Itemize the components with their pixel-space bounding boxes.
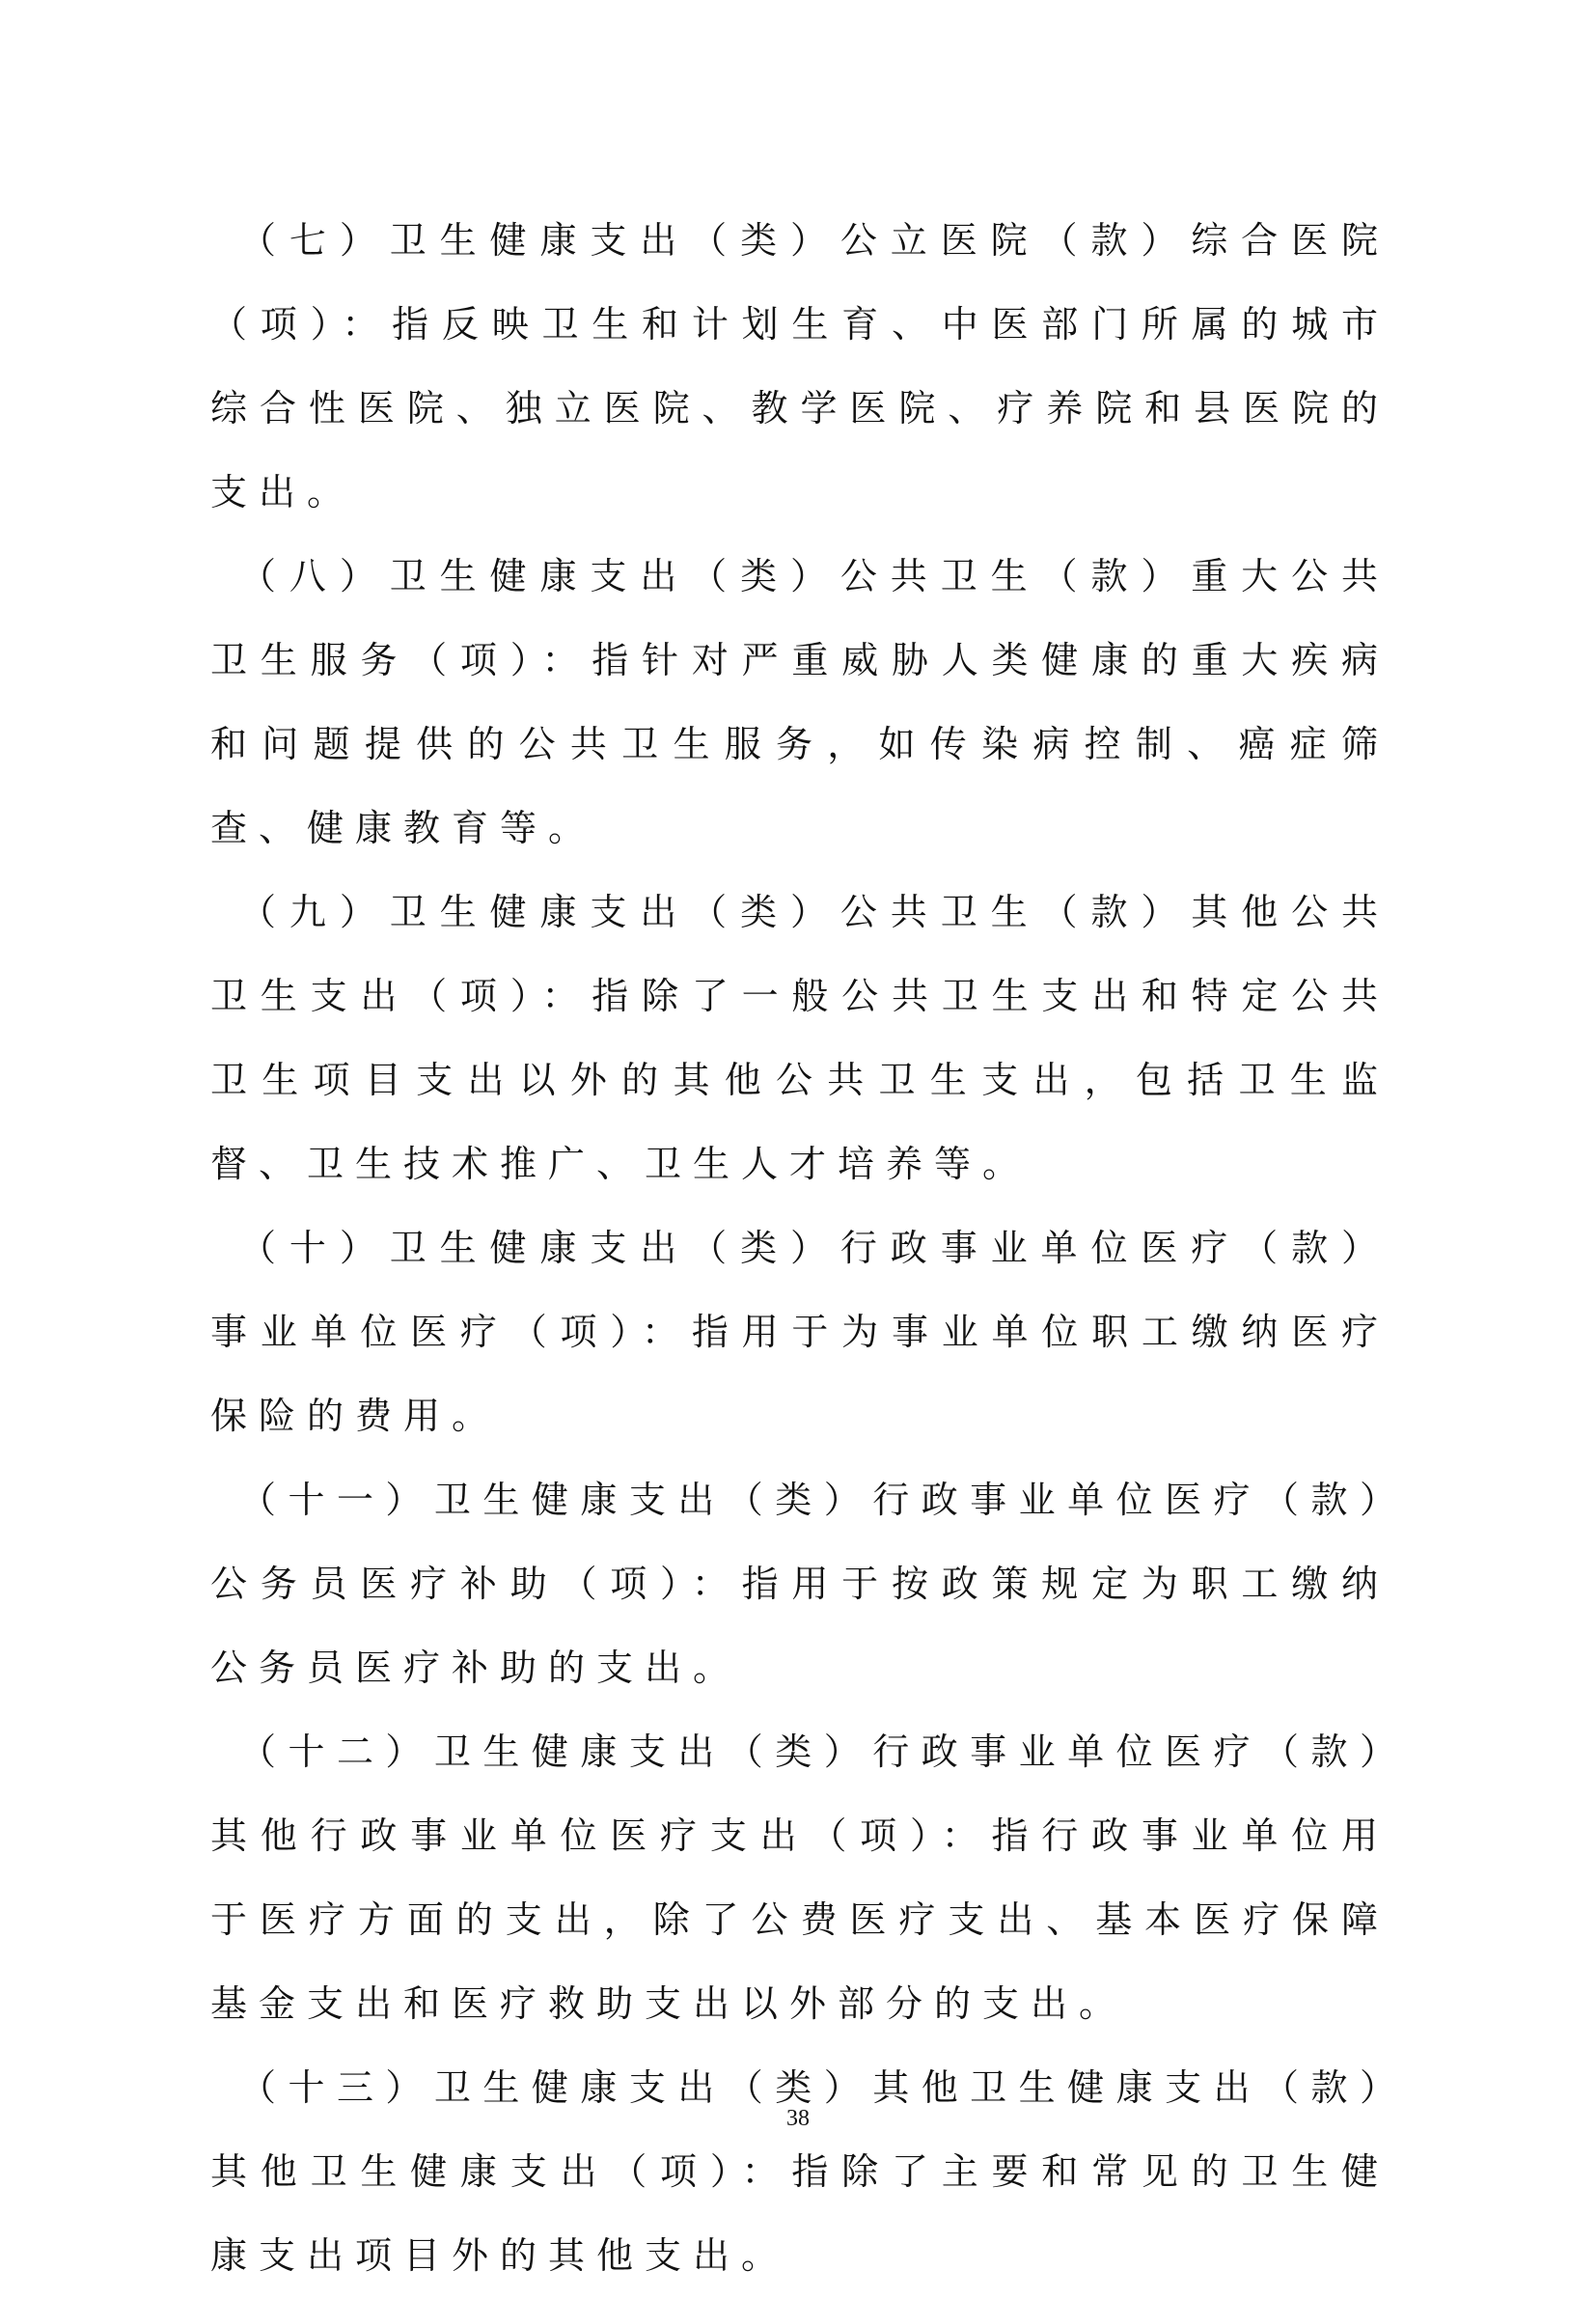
paragraph-item-7: （七）卫生健康支出（类）公立医院（款）综合医院（项）：指反映卫生和计划生育、中医部门所属的城市综合性医院、独立医院、教学医院、疗养院和县医院的支出。 bbox=[210, 219, 1390, 513]
document-body bbox=[210, 199, 1390, 2298]
paragraph-item-13: （十三）卫生健康支出（类）其他卫生健康支出（款）其他卫生健康支出（项）：指除了主要和常见的卫生健康支出项目外的其他支出。 bbox=[210, 2066, 1390, 2277]
paragraph-item-9: （九）卫生健康支出（类）公共卫生（款）其他公共卫生支出（项）：指除了一般公共卫生支出和特定公共卫生项目支出以外的其他公共卫生支出，包括卫生监督、卫生技术推广、卫生人才培养等。 bbox=[210, 891, 1390, 1185]
paragraph-item-12: （十二）卫生健康支出（类）行政事业单位医疗（款）其他行政事业单位医疗支出（项）：指行政事业单位用于医疗方面的支出，除了公费医疗支出、基本医疗保障基金支出和医疗救助支出以外部分的支出。 bbox=[210, 1730, 1390, 2025]
page-number: 38 bbox=[786, 2106, 810, 2131]
paragraph-item-11: （十一）卫生健康支出（类）行政事业单位医疗（款）公务员医疗补助（项）：指用于按政策规定为职工缴纳公务员医疗补助的支出。 bbox=[210, 1479, 1390, 1689]
paragraph-item-8: （八）卫生健康支出（类）公共卫生（款）重大公共卫生服务（项）：指针对严重威胁人类健康的重大疾病和问题提供的公共卫生服务，如传染病控制、癌症筛查、健康教育等。 bbox=[210, 555, 1390, 849]
paragraph-item-10: （十）卫生健康支出（类）行政事业单位医疗（款）事业单位医疗（项）：指用于为事业单位职工缴纳医疗保险的费用。 bbox=[210, 1227, 1390, 1437]
